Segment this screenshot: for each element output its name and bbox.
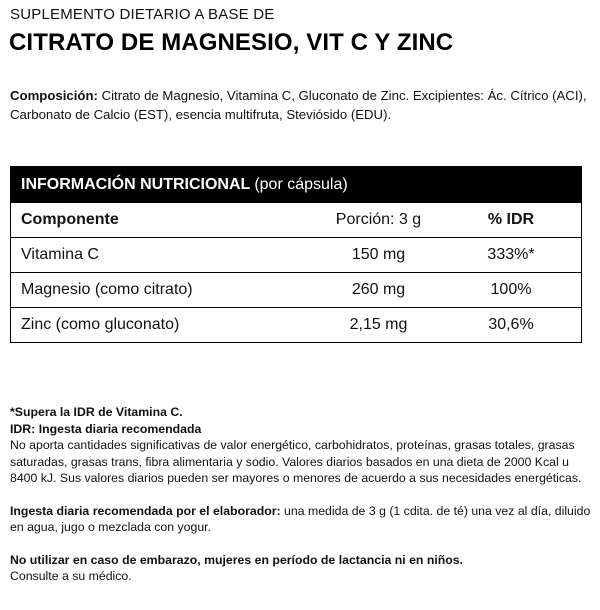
composition-text	[10, 86, 590, 124]
nutrition-subtitle: (por cápsula)	[254, 176, 348, 193]
row-portion: 2,15 mg	[349, 316, 408, 333]
column-header-portion: Porción: 3 g	[335, 211, 422, 228]
row-component: Zinc (como gluconato)	[21, 316, 180, 333]
row-portion: 260 mg	[351, 281, 406, 298]
row-portion: 150 mg	[351, 246, 406, 263]
nutrition-disclaimer: No aporta cantidades significativas de valor energético, carbohidratos, proteínas, grasas totales, grasas saturadas, grasas trans, fibra alimentaria y sodio. Valores diarios basados en una dieta de 2000 Kcal u 8400 kJ. Sus valores diarios pueden ser mayores o menores de acuerdo a sus necesidades energéticas.	[10, 438, 582, 485]
nutrition-title: INFORMACIÓN NUTRICIONAL	[21, 176, 251, 193]
label-notes	[10, 404, 592, 585]
column-header-component: Componente	[21, 211, 119, 228]
product-title: CITRATO DE MAGNESIO, VIT C Y ZINC	[9, 29, 454, 56]
table-row	[11, 272, 581, 307]
table-row	[11, 237, 581, 272]
recommended-dose-text: una medida de 3 g (1 cdita. de té) una vez al día, diluido en agua, jugo o mezclada con yogur.	[10, 503, 591, 534]
row-component: Vitamina C	[21, 246, 99, 263]
vitamin-c-footnote: *Supera la IDR de Vitamina C.	[10, 405, 183, 419]
usage-warning: No utilizar en caso de embarazo, mujeres en período de lactancia ni en niños.	[10, 552, 464, 567]
product-supertitle: SUPLEMENTO DIETARIO A BASE DE	[10, 6, 275, 23]
composition-label: Composición:	[10, 88, 98, 103]
row-component: Magnesio (como citrato)	[21, 281, 193, 298]
composition-ingredients: Citrato de Magnesio, Vitamina C, Gluconato de Zinc. Excipientes: Ác. Cítrico (ACI), Carbonato de Calcio (EST), esencia multifruta, Steviósido (EDU).	[10, 88, 587, 122]
nutrition-column-headers	[11, 203, 581, 237]
idr-definition: IDR: Ingesta diaria recomendada	[10, 421, 202, 436]
row-idr: 30,6%	[488, 316, 534, 333]
recommended-dose-label: Ingesta diaria recomendada por el elaborador:	[10, 503, 281, 518]
recommended-dose	[10, 503, 592, 536]
row-idr: 100%	[490, 281, 532, 298]
consult-doctor: Consulte a su médico.	[10, 569, 132, 583]
nutrition-table	[10, 166, 582, 343]
table-row	[11, 307, 581, 342]
column-header-idr: % IDR	[487, 211, 535, 228]
row-idr: 333%*	[487, 246, 535, 263]
nutrition-table-title	[11, 167, 581, 203]
